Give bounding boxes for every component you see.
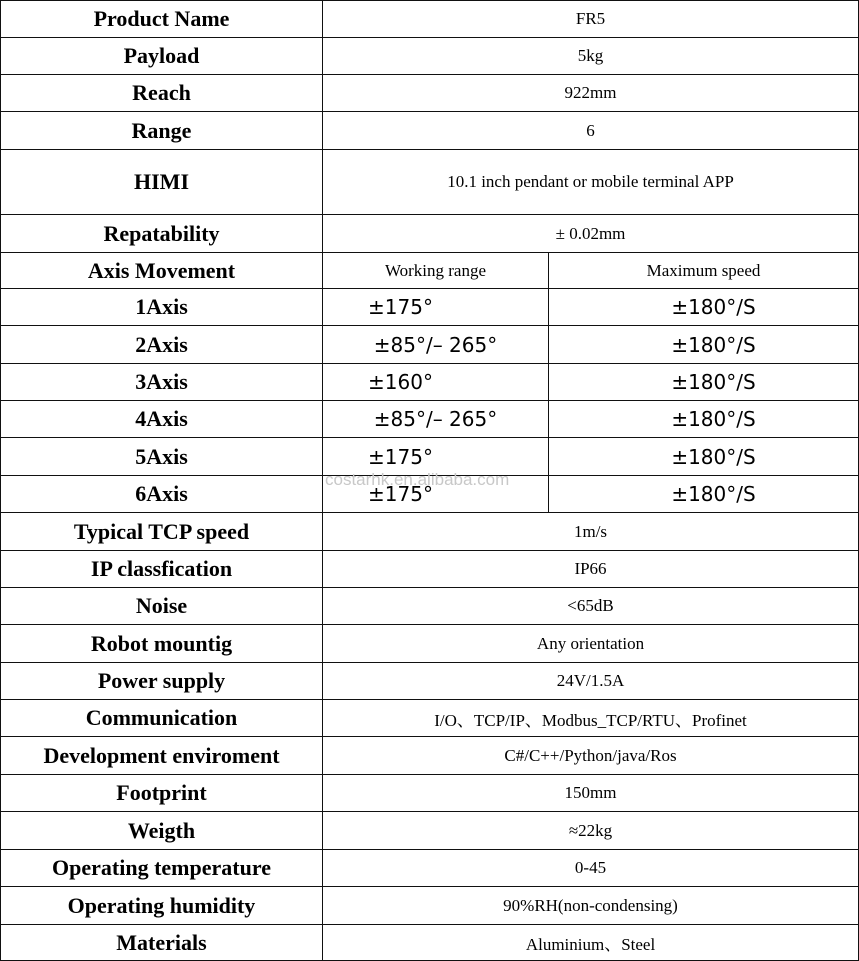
table-row <box>1 887 859 925</box>
row-value: FR5 <box>323 1 859 38</box>
table-row <box>1 850 859 887</box>
table-row <box>1 513 859 551</box>
axis-max-speed: ±180°/S <box>549 476 859 513</box>
row-value: C#/C++/Python/java/Ros <box>323 737 859 775</box>
table-row <box>1 775 859 812</box>
row-label: Power supply <box>1 663 323 700</box>
row-label: Development enviroment <box>1 737 323 775</box>
axis-row <box>1 289 859 326</box>
working-range-header: Working range <box>323 253 549 289</box>
row-value: 90%RH(non-condensing) <box>323 887 859 925</box>
row-value: 6 <box>323 112 859 150</box>
axis-working-range: ±175° <box>323 476 549 513</box>
row-value: <65dB <box>323 588 859 625</box>
axis-max-speed: ±180°/S <box>549 401 859 438</box>
table-row <box>1 625 859 663</box>
axis-working-range: ±175° <box>323 289 549 326</box>
row-label: Footprint <box>1 775 323 812</box>
row-label: Robot mountig <box>1 625 323 663</box>
row-label: Payload <box>1 38 323 75</box>
table-row <box>1 75 859 112</box>
axis-working-range: ±175° <box>323 438 549 476</box>
row-label: IP classfication <box>1 551 323 588</box>
axis-max-speed: ±180°/S <box>549 289 859 326</box>
axis-movement-label: Axis Movement <box>1 253 323 289</box>
row-label: Typical TCP speed <box>1 513 323 551</box>
axis-label: 3Axis <box>1 364 323 401</box>
axis-label: 4Axis <box>1 401 323 438</box>
row-value: 24V/1.5A <box>323 663 859 700</box>
row-value: I/O、TCP/IP、Modbus_TCP/RTU、Profinet <box>323 700 859 737</box>
row-value: Aluminium、Steel <box>323 925 859 961</box>
row-label: Noise <box>1 588 323 625</box>
axis-label: 5Axis <box>1 438 323 476</box>
axis-working-range: ±85°/– 265° <box>323 326 549 364</box>
table-row <box>1 812 859 850</box>
axis-label: 6Axis <box>1 476 323 513</box>
row-label: Product Name <box>1 1 323 38</box>
row-label: Weigth <box>1 812 323 850</box>
row-label: HIMI <box>1 150 323 215</box>
table-row <box>1 588 859 625</box>
row-value: ± 0.02mm <box>323 215 859 253</box>
row-value: 1m/s <box>323 513 859 551</box>
axis-working-range: ±160° <box>323 364 549 401</box>
row-label: Operating temperature <box>1 850 323 887</box>
row-label: Reach <box>1 75 323 112</box>
row-label: Materials <box>1 925 323 961</box>
table-row <box>1 700 859 737</box>
table-row <box>1 1 859 38</box>
table-row <box>1 150 859 215</box>
axis-header-row <box>1 253 859 289</box>
row-value: Any orientation <box>323 625 859 663</box>
axis-working-range: ±85°/– 265° <box>323 401 549 438</box>
row-label: Range <box>1 112 323 150</box>
row-label: Communication <box>1 700 323 737</box>
row-label: Repatability <box>1 215 323 253</box>
table-row <box>1 737 859 775</box>
row-value: 0-45 <box>323 850 859 887</box>
axis-label: 1Axis <box>1 289 323 326</box>
table-row <box>1 215 859 253</box>
row-value: 922mm <box>323 75 859 112</box>
axis-row <box>1 364 859 401</box>
table-row <box>1 925 859 961</box>
maximum-speed-header: Maximum speed <box>549 253 859 289</box>
table-row <box>1 551 859 588</box>
row-value: 150mm <box>323 775 859 812</box>
row-label: Operating humidity <box>1 887 323 925</box>
axis-row <box>1 476 859 513</box>
table-row <box>1 112 859 150</box>
axis-row <box>1 438 859 476</box>
table-row <box>1 663 859 700</box>
watermark-text: costarhk.en.alibaba.com <box>325 470 510 489</box>
row-value: 5kg <box>323 38 859 75</box>
axis-max-speed: ±180°/S <box>549 326 859 364</box>
axis-max-speed: ±180°/S <box>549 438 859 476</box>
row-value: IP66 <box>323 551 859 588</box>
axis-row <box>1 326 859 364</box>
axis-label: 2Axis <box>1 326 323 364</box>
row-value: 10.1 inch pendant or mobile terminal APP <box>323 150 859 215</box>
axis-row <box>1 401 859 438</box>
table-row <box>1 38 859 75</box>
row-value: ≈22kg <box>323 812 859 850</box>
axis-max-speed: ±180°/S <box>549 364 859 401</box>
